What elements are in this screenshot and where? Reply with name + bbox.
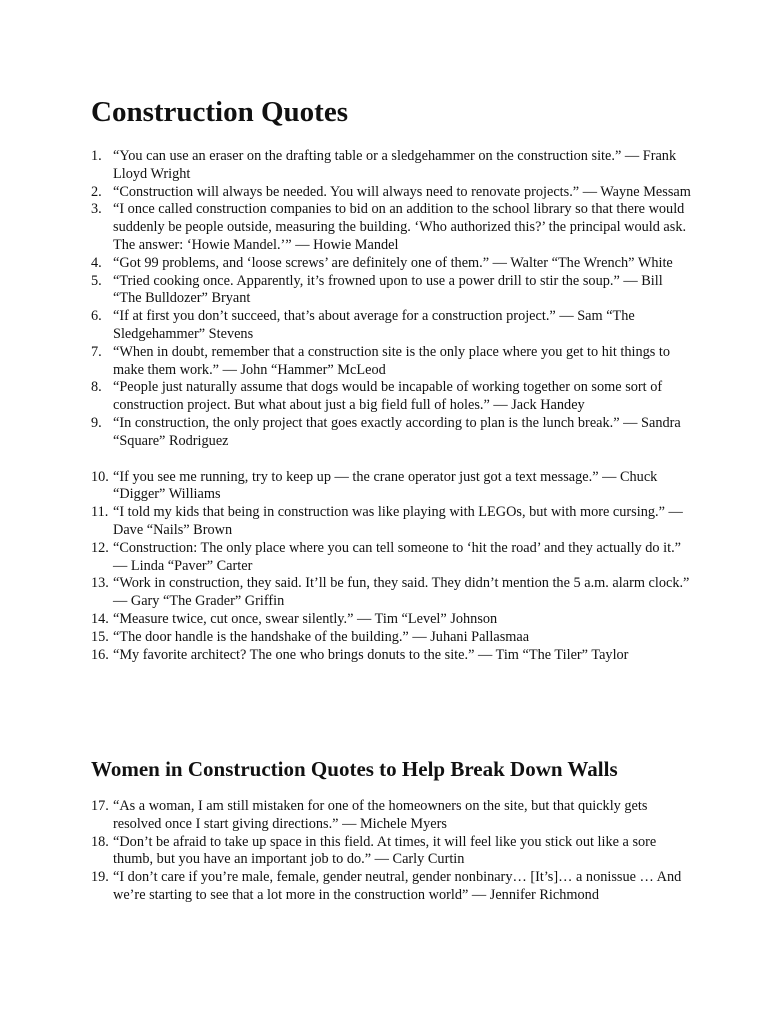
list-item — [91, 273, 691, 309]
item-number: 12. — [91, 539, 109, 556]
item-number: 19. — [91, 869, 109, 886]
list-item — [91, 629, 691, 647]
item-number: 16. — [91, 646, 109, 663]
list-item — [91, 575, 691, 611]
item-number: 8. — [91, 379, 102, 396]
item-number: 6. — [91, 308, 102, 325]
item-number: 11. — [91, 504, 109, 521]
quote-text: “Work in construction, they said. It’ll be fun, they said. They didn’t mention the 5 a.m. alarm clock.” — Gary “The Grader” Griffin — [113, 575, 690, 610]
item-number: 1. — [91, 148, 102, 164]
quote-text: “The door handle is the handshake of the building.” — Juhani Pallasmaa — [113, 628, 530, 645]
item-number: 18. — [91, 833, 109, 850]
list-item — [91, 344, 691, 380]
quote-text: “Construction will always be needed. You will always need to renovate projects.” — Wayne Messam — [113, 183, 691, 200]
quote-text: “I don’t care if you’re male, female, gender neutral, gender nonbinary… [It’s]… a nonissue … And we’re starting to see that a lot more in the construction world” — Jennifer Richmond — [113, 869, 682, 903]
quote-text: “As a woman, I am still mistaken for one of the homeowners on the site, but that quickly gets resolved once I start giving directions.” — Michele Myers — [113, 798, 648, 832]
list-item — [91, 255, 691, 273]
list-item — [91, 308, 691, 344]
quote-text: “You can use an eraser on the drafting table or a sledgehammer on the construction site.” — Frank Lloyd Wright — [113, 148, 677, 182]
page-title: Construction Quotes — [91, 96, 348, 128]
list-item — [91, 415, 691, 451]
item-number: 17. — [91, 798, 109, 814]
item-number: 10. — [91, 468, 109, 485]
quote-list — [91, 148, 691, 664]
list-item — [91, 469, 691, 505]
quote-text: “Construction: The only place where you can tell someone to ‘hit the road’ and they actually do it.” — Linda “Paver” Carter — [113, 539, 681, 574]
quote-text: “If you see me running, try to keep up — the crane operator just got a text message.” — Chuck “Digger” Williams — [113, 468, 658, 503]
list-item — [91, 611, 691, 629]
item-number: 3. — [91, 201, 102, 218]
item-number: 13. — [91, 575, 109, 592]
item-number: 14. — [91, 610, 109, 627]
list-item — [91, 647, 691, 665]
item-number: 2. — [91, 183, 102, 200]
list-item — [91, 148, 691, 184]
item-number: 4. — [91, 254, 102, 271]
quote-text: “My favorite architect? The one who brings donuts to the site.” — Tim “The Tiler” Taylor — [113, 646, 629, 663]
list-item — [91, 201, 691, 254]
section-heading: Women in Construction Quotes to Help Break Down Walls — [91, 757, 618, 781]
list-item — [91, 834, 691, 870]
list-item — [91, 504, 691, 540]
list-item — [91, 540, 691, 576]
list-item — [91, 184, 691, 202]
quote-list — [91, 798, 691, 905]
quote-text: “In construction, the only project that goes exactly according to plan is the lunch break.” — Sandra “Square” Rodriguez — [113, 414, 681, 449]
quote-text: “Got 99 problems, and ‘loose screws’ are definitely one of them.” — Walter “The Wrench” White — [113, 254, 673, 271]
item-number: 9. — [91, 414, 102, 431]
quote-text: “If at first you don’t succeed, that’s about average for a construction project.” — Sam “The Sledgehammer” Stevens — [113, 308, 635, 342]
list-item — [91, 798, 691, 834]
quote-text: “People just naturally assume that dogs would be incapable of working together on some sort of construction project. But what about just a big field full of holes.” — Jack Handey — [113, 379, 663, 414]
quote-text: “When in doubt, remember that a construction site is the only place where you get to hit things to make them work.” — John “Hammer” McLeod — [113, 343, 671, 378]
quote-text: “I once called construction companies to bid on an addition to the school library so that there would suddenly be people outside, measuring the building. ‘Who authorized this?’ the principal would ask. The answer: ‘Howie Mandel.’” — Howie Mandel — [113, 201, 687, 253]
quote-text: “Don’t be afraid to take up space in this field. At times, it will feel like you stick out like a sore thumb, but you have an important job to do.” — Carly Curtin — [113, 833, 657, 868]
list-item — [91, 869, 691, 905]
quote-text: “Tried cooking once. Apparently, it’s frowned upon to use a power drill to stir the soup.” — Bill “The Bulldozer” Bryant — [113, 272, 663, 307]
quote-text: “I told my kids that being in construction was like playing with LEGOs, but with more cursing.” — Dave “Nails” Brown — [113, 504, 683, 538]
item-number: 7. — [91, 343, 102, 360]
item-number: 5. — [91, 272, 102, 289]
list-item — [91, 379, 691, 415]
item-number: 15. — [91, 628, 109, 645]
quote-text: “Measure twice, cut once, swear silently.” — Tim “Level” Johnson — [113, 610, 498, 627]
